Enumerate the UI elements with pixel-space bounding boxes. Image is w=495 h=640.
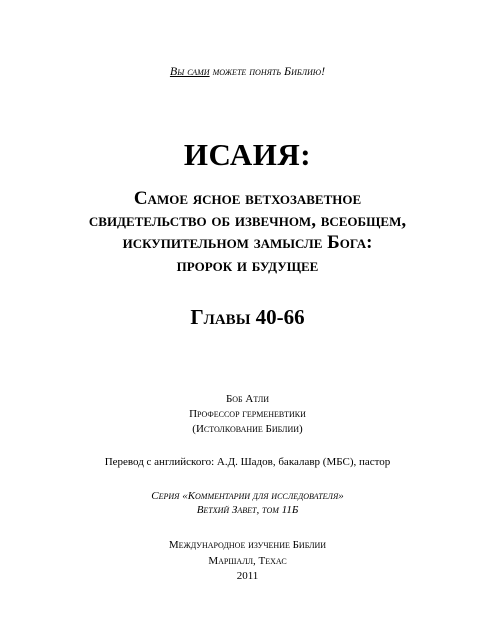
- author-position-note: (Истолкование Библии): [192, 423, 303, 435]
- author-name: Боб Атли: [225, 393, 270, 405]
- author-position: Профессор герменевтики: [189, 408, 306, 420]
- subtitle-line-1: Самое ясное ветхозаветное: [133, 188, 362, 209]
- publication-year: 2011: [236, 570, 259, 582]
- subtitle-line-2: свидетельство об извечном, всеобщем,: [88, 210, 407, 231]
- book-title: ИСАИЯ:: [183, 137, 312, 172]
- tagline-underlined: Вы сами: [169, 64, 210, 78]
- tagline-rest: можете понять Библию!: [209, 64, 326, 78]
- subtitle-line-4: пророк и будущее: [176, 255, 319, 276]
- series-title: Серия «Комментарии для исследователя»: [151, 490, 344, 502]
- series-volume: Ветхий Завет, том 11Б: [196, 504, 299, 516]
- tagline: [0, 64, 495, 79]
- chapters-heading: Главы 40-66: [190, 305, 305, 329]
- subtitle-line-3: искупительном замысле Бога:: [122, 232, 373, 253]
- publisher-city: Маршалл, Техас: [208, 555, 287, 567]
- translation-credit: Перевод с английского: А.Д. Шадов, бакалавр (МБС), пастор: [104, 456, 391, 468]
- publisher-name: Международное изучение Библии: [168, 539, 327, 551]
